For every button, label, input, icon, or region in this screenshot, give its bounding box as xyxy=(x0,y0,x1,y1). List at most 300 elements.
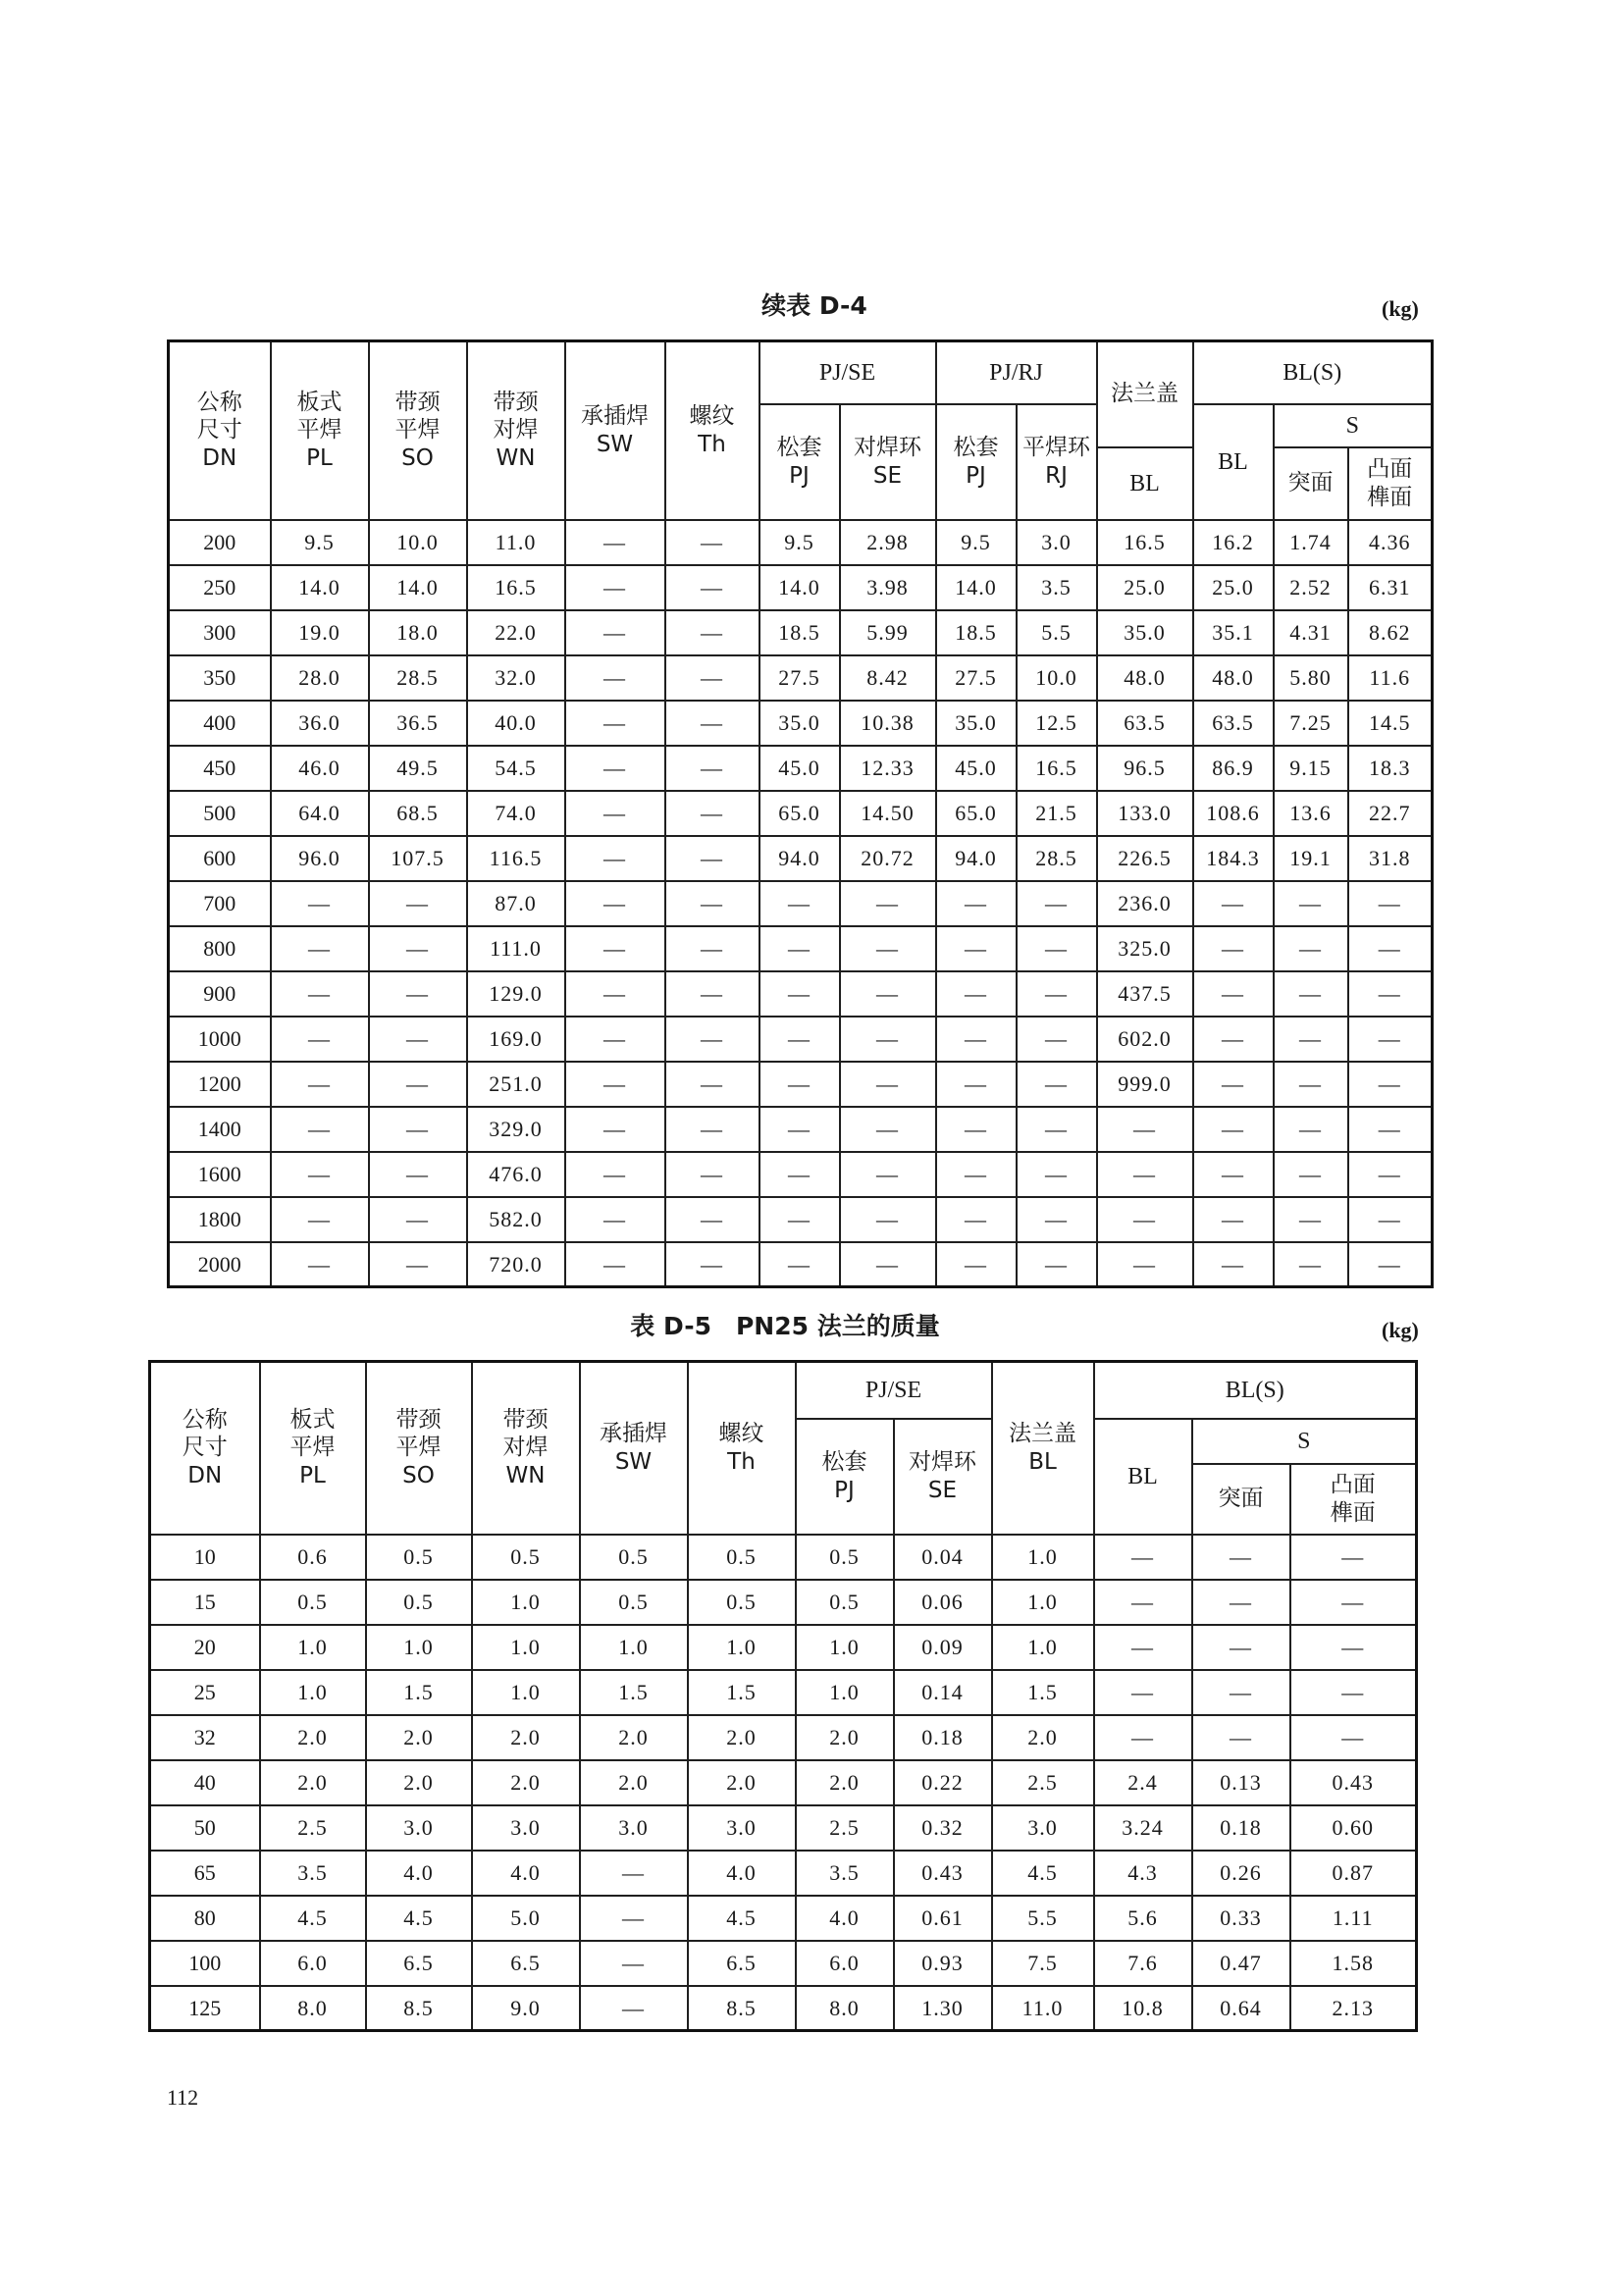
value-cell: — xyxy=(1348,1062,1433,1107)
value-cell: 2.0 xyxy=(992,1715,1094,1760)
value-cell: 2.98 xyxy=(840,520,936,565)
value-cell: 4.0 xyxy=(366,1851,472,1896)
table-row xyxy=(150,1851,1417,1896)
value-cell: 25.0 xyxy=(1097,565,1193,610)
dn-cell: 65 xyxy=(150,1851,260,1896)
value-cell: — xyxy=(1274,1107,1348,1152)
table4-body xyxy=(169,520,1433,1287)
value-cell: 8.62 xyxy=(1348,610,1433,655)
value-cell: 720.0 xyxy=(467,1242,565,1287)
value-cell: 35.1 xyxy=(1193,610,1274,655)
value-cell: 1.11 xyxy=(1290,1896,1417,1941)
value-cell: 1.74 xyxy=(1274,520,1348,565)
value-cell: 0.5 xyxy=(688,1580,796,1625)
value-cell: 2.0 xyxy=(580,1760,688,1805)
value-cell: 1.0 xyxy=(260,1625,366,1670)
value-cell: 1.0 xyxy=(992,1535,1094,1580)
table-row xyxy=(169,610,1433,655)
value-cell: 31.8 xyxy=(1348,836,1433,881)
value-cell: 0.22 xyxy=(894,1760,992,1805)
header-pl: 板式 平焊 PL xyxy=(271,341,369,520)
table-row xyxy=(169,836,1433,881)
dn-cell: 500 xyxy=(169,791,271,836)
value-cell: — xyxy=(565,1107,665,1152)
value-cell: — xyxy=(665,836,759,881)
value-cell: 8.0 xyxy=(260,1986,366,2031)
value-cell: — xyxy=(1274,881,1348,926)
value-cell: — xyxy=(1348,1242,1433,1287)
value-cell: — xyxy=(1348,1197,1433,1242)
value-cell: — xyxy=(1274,1152,1348,1197)
value-cell: 0.5 xyxy=(260,1580,366,1625)
value-cell: 10.0 xyxy=(1017,655,1097,701)
value-cell: — xyxy=(665,1197,759,1242)
table-row xyxy=(150,1715,1417,1760)
value-cell: 0.5 xyxy=(366,1535,472,1580)
value-cell: 3.0 xyxy=(472,1805,580,1851)
value-cell: — xyxy=(1193,926,1274,971)
table-row xyxy=(169,565,1433,610)
value-cell: 7.25 xyxy=(1274,701,1348,746)
value-cell: 3.5 xyxy=(260,1851,366,1896)
value-cell: 1.5 xyxy=(688,1670,796,1715)
value-cell: 0.5 xyxy=(580,1580,688,1625)
value-cell: — xyxy=(1094,1715,1192,1760)
value-cell: 14.0 xyxy=(271,565,369,610)
header-tumian: 突面 xyxy=(1274,447,1348,520)
table-row xyxy=(150,1535,1417,1580)
value-cell: 226.5 xyxy=(1097,836,1193,881)
value-cell: — xyxy=(759,881,840,926)
header-th: 螺纹 Th xyxy=(665,341,759,520)
value-cell: 46.0 xyxy=(271,746,369,791)
dn-cell: 10 xyxy=(150,1535,260,1580)
value-cell: 9.5 xyxy=(936,520,1017,565)
value-cell: — xyxy=(1193,1242,1274,1287)
value-cell: 6.5 xyxy=(366,1941,472,1986)
table-row xyxy=(150,1941,1417,1986)
value-cell: 1.58 xyxy=(1290,1941,1417,1986)
value-cell: 0.32 xyxy=(894,1805,992,1851)
value-cell: 22.7 xyxy=(1348,791,1433,836)
header-bls: BL(S) xyxy=(1094,1362,1417,1419)
header-s: S xyxy=(1192,1419,1417,1464)
value-cell: — xyxy=(1193,1107,1274,1152)
value-cell: 0.61 xyxy=(894,1896,992,1941)
value-cell: 49.5 xyxy=(369,746,467,791)
table-row xyxy=(169,1107,1433,1152)
value-cell: 96.5 xyxy=(1097,746,1193,791)
table-row xyxy=(150,1760,1417,1805)
value-cell: 1.0 xyxy=(688,1625,796,1670)
value-cell: 2.52 xyxy=(1274,565,1348,610)
value-cell: 3.0 xyxy=(366,1805,472,1851)
value-cell: — xyxy=(1290,1580,1417,1625)
value-cell: 94.0 xyxy=(936,836,1017,881)
value-cell: 116.5 xyxy=(467,836,565,881)
value-cell: 0.5 xyxy=(366,1580,472,1625)
value-cell: — xyxy=(580,1896,688,1941)
value-cell: 7.5 xyxy=(992,1941,1094,1986)
table-row xyxy=(169,1152,1433,1197)
value-cell: 4.5 xyxy=(992,1851,1094,1896)
value-cell: 602.0 xyxy=(1097,1017,1193,1062)
dn-cell: 800 xyxy=(169,926,271,971)
value-cell: 6.0 xyxy=(796,1941,894,1986)
value-cell: — xyxy=(580,1986,688,2031)
value-cell: — xyxy=(665,1152,759,1197)
value-cell: 7.6 xyxy=(1094,1941,1192,1986)
value-cell: 5.99 xyxy=(840,610,936,655)
value-cell: — xyxy=(665,1242,759,1287)
value-cell: 1.0 xyxy=(992,1625,1094,1670)
table5-caption: 表 D-5 PN25 法兰的质量 xyxy=(630,1312,940,1340)
value-cell: 4.5 xyxy=(366,1896,472,1941)
dn-cell: 600 xyxy=(169,836,271,881)
value-cell: — xyxy=(936,1242,1017,1287)
value-cell: — xyxy=(565,1242,665,1287)
value-cell: 2.0 xyxy=(472,1760,580,1805)
value-cell: 48.0 xyxy=(1097,655,1193,701)
value-cell: 0.5 xyxy=(796,1535,894,1580)
value-cell: 6.0 xyxy=(260,1941,366,1986)
value-cell: — xyxy=(840,1242,936,1287)
value-cell: 14.50 xyxy=(840,791,936,836)
value-cell: 1.0 xyxy=(796,1625,894,1670)
value-cell: 2.4 xyxy=(1094,1760,1192,1805)
header-aomian: 凸面 榫面 xyxy=(1348,447,1433,520)
value-cell: 5.80 xyxy=(1274,655,1348,701)
value-cell: — xyxy=(369,1017,467,1062)
value-cell: — xyxy=(271,1197,369,1242)
value-cell: 18.5 xyxy=(936,610,1017,655)
header-th: 螺纹 Th xyxy=(688,1362,796,1535)
value-cell: 1.0 xyxy=(472,1625,580,1670)
value-cell: — xyxy=(1094,1535,1192,1580)
value-cell: — xyxy=(369,1062,467,1107)
value-cell: — xyxy=(1274,1197,1348,1242)
value-cell: 169.0 xyxy=(467,1017,565,1062)
value-cell: 0.33 xyxy=(1192,1896,1290,1941)
dn-cell: 50 xyxy=(150,1805,260,1851)
value-cell: 11.6 xyxy=(1348,655,1433,701)
value-cell: 5.6 xyxy=(1094,1896,1192,1941)
value-cell: 36.0 xyxy=(271,701,369,746)
value-cell: 96.0 xyxy=(271,836,369,881)
header-tumian: 突面 xyxy=(1192,1464,1290,1535)
value-cell: 582.0 xyxy=(467,1197,565,1242)
value-cell: — xyxy=(1193,881,1274,926)
value-cell: — xyxy=(840,1107,936,1152)
value-cell: — xyxy=(271,1062,369,1107)
value-cell: — xyxy=(1348,971,1433,1017)
value-cell: 3.5 xyxy=(1017,565,1097,610)
header-se: 对焊环 SE xyxy=(894,1419,992,1535)
value-cell: 16.5 xyxy=(1017,746,1097,791)
value-cell: 0.43 xyxy=(894,1851,992,1896)
table5-body xyxy=(150,1535,1417,2031)
value-cell: 65.0 xyxy=(759,791,840,836)
value-cell: 184.3 xyxy=(1193,836,1274,881)
value-cell: 108.6 xyxy=(1193,791,1274,836)
header-pj: 松套 PJ xyxy=(796,1419,894,1535)
value-cell: 0.47 xyxy=(1192,1941,1290,1986)
value-cell: 4.31 xyxy=(1274,610,1348,655)
value-cell: — xyxy=(1094,1625,1192,1670)
value-cell: — xyxy=(759,1197,840,1242)
value-cell: 0.26 xyxy=(1192,1851,1290,1896)
value-cell: — xyxy=(1192,1715,1290,1760)
value-cell: 87.0 xyxy=(467,881,565,926)
value-cell: 325.0 xyxy=(1097,926,1193,971)
header-bl: BL xyxy=(1094,1419,1192,1535)
value-cell: — xyxy=(759,1062,840,1107)
value-cell: — xyxy=(1290,1535,1417,1580)
value-cell: 0.18 xyxy=(894,1715,992,1760)
value-cell: 21.5 xyxy=(1017,791,1097,836)
dn-cell: 100 xyxy=(150,1941,260,1986)
value-cell: — xyxy=(1097,1152,1193,1197)
value-cell: 28.5 xyxy=(1017,836,1097,881)
value-cell: — xyxy=(665,655,759,701)
value-cell: 4.0 xyxy=(688,1851,796,1896)
value-cell: — xyxy=(580,1941,688,1986)
value-cell: — xyxy=(1348,881,1433,926)
value-cell: 18.5 xyxy=(759,610,840,655)
value-cell: 9.5 xyxy=(759,520,840,565)
value-cell: — xyxy=(1097,1197,1193,1242)
value-cell: 2.0 xyxy=(580,1715,688,1760)
value-cell: 27.5 xyxy=(936,655,1017,701)
value-cell: — xyxy=(1017,1242,1097,1287)
value-cell: 2.0 xyxy=(688,1760,796,1805)
dn-cell: 300 xyxy=(169,610,271,655)
header-aomian: 凸面 榫面 xyxy=(1290,1464,1417,1535)
value-cell: — xyxy=(580,1851,688,1896)
table-row xyxy=(169,1242,1433,1287)
header-sw: 承插焊 SW xyxy=(580,1362,688,1535)
value-cell: 1.0 xyxy=(796,1670,894,1715)
value-cell: 63.5 xyxy=(1097,701,1193,746)
dn-cell: 2000 xyxy=(169,1242,271,1287)
table4-unit: (kg) xyxy=(1382,296,1419,321)
table-row xyxy=(169,926,1433,971)
value-cell: — xyxy=(665,881,759,926)
value-cell: — xyxy=(565,520,665,565)
value-cell: 0.93 xyxy=(894,1941,992,1986)
table-row xyxy=(169,1062,1433,1107)
value-cell: — xyxy=(565,791,665,836)
value-cell: 4.5 xyxy=(260,1896,366,1941)
value-cell: 10.38 xyxy=(840,701,936,746)
value-cell: 35.0 xyxy=(1097,610,1193,655)
dn-cell: 1600 xyxy=(169,1152,271,1197)
value-cell: — xyxy=(271,881,369,926)
value-cell: 74.0 xyxy=(467,791,565,836)
value-cell: 18.0 xyxy=(369,610,467,655)
value-cell: 1.0 xyxy=(472,1670,580,1715)
value-cell: 0.43 xyxy=(1290,1760,1417,1805)
value-cell: — xyxy=(369,1242,467,1287)
header-pl: 板式 平焊 PL xyxy=(260,1362,366,1535)
dn-cell: 1200 xyxy=(169,1062,271,1107)
value-cell: 9.0 xyxy=(472,1986,580,2031)
page-number: 112 xyxy=(167,2085,199,2110)
dn-cell: 15 xyxy=(150,1580,260,1625)
table5-unit: (kg) xyxy=(1382,1318,1419,1342)
value-cell: 2.5 xyxy=(992,1760,1094,1805)
value-cell: 3.24 xyxy=(1094,1805,1192,1851)
value-cell: — xyxy=(840,1017,936,1062)
value-cell: 1.5 xyxy=(992,1670,1094,1715)
value-cell: — xyxy=(936,1197,1017,1242)
value-cell: 0.87 xyxy=(1290,1851,1417,1896)
value-cell: 8.0 xyxy=(796,1986,894,2031)
value-cell: — xyxy=(1348,926,1433,971)
value-cell: 18.3 xyxy=(1348,746,1433,791)
value-cell: — xyxy=(565,1152,665,1197)
value-cell: 1.30 xyxy=(894,1986,992,2031)
value-cell: — xyxy=(1348,1107,1433,1152)
value-cell: — xyxy=(369,1107,467,1152)
value-cell: 64.0 xyxy=(271,791,369,836)
value-cell: — xyxy=(565,701,665,746)
dn-cell: 125 xyxy=(150,1986,260,2031)
value-cell: 4.0 xyxy=(472,1851,580,1896)
value-cell: — xyxy=(1192,1670,1290,1715)
value-cell: 8.5 xyxy=(688,1986,796,2031)
value-cell: — xyxy=(1017,881,1097,926)
value-cell: 9.15 xyxy=(1274,746,1348,791)
header-se: 对焊环 SE xyxy=(840,404,936,520)
value-cell: — xyxy=(1017,926,1097,971)
value-cell: — xyxy=(759,1107,840,1152)
value-cell: 12.33 xyxy=(840,746,936,791)
value-cell: 28.0 xyxy=(271,655,369,701)
table-row xyxy=(169,881,1433,926)
value-cell: 11.0 xyxy=(992,1986,1094,2031)
value-cell: 48.0 xyxy=(1193,655,1274,701)
value-cell: 20.72 xyxy=(840,836,936,881)
value-cell: 1.0 xyxy=(580,1625,688,1670)
value-cell: 107.5 xyxy=(369,836,467,881)
header-wn: 带颈 对焊 WN xyxy=(472,1362,580,1535)
value-cell: 35.0 xyxy=(936,701,1017,746)
table-row xyxy=(169,746,1433,791)
value-cell: 25.0 xyxy=(1193,565,1274,610)
value-cell: — xyxy=(840,881,936,926)
value-cell: — xyxy=(1193,1197,1274,1242)
value-cell: 4.36 xyxy=(1348,520,1433,565)
value-cell: — xyxy=(665,746,759,791)
value-cell: 2.0 xyxy=(688,1715,796,1760)
value-cell: 1.0 xyxy=(472,1580,580,1625)
value-cell: 0.14 xyxy=(894,1670,992,1715)
value-cell: — xyxy=(1274,1242,1348,1287)
value-cell: 1.0 xyxy=(366,1625,472,1670)
header-pj2: 松套 PJ xyxy=(936,404,1017,520)
value-cell: 68.5 xyxy=(369,791,467,836)
value-cell: — xyxy=(1290,1670,1417,1715)
value-cell: — xyxy=(665,610,759,655)
value-cell: — xyxy=(565,971,665,1017)
value-cell: 6.5 xyxy=(472,1941,580,1986)
value-cell: — xyxy=(840,1197,936,1242)
table-row xyxy=(150,1580,1417,1625)
dn-cell: 25 xyxy=(150,1670,260,1715)
value-cell: 2.0 xyxy=(260,1760,366,1805)
table-row xyxy=(150,1805,1417,1851)
table-row xyxy=(150,1986,1417,2031)
header-dn: 公称 尺寸 DN xyxy=(169,341,271,520)
value-cell: 16.5 xyxy=(467,565,565,610)
value-cell: 94.0 xyxy=(759,836,840,881)
value-cell: — xyxy=(1193,1062,1274,1107)
value-cell: 4.5 xyxy=(688,1896,796,1941)
value-cell: — xyxy=(1094,1670,1192,1715)
value-cell: 11.0 xyxy=(467,520,565,565)
header-so: 带颈 平焊 SO xyxy=(366,1362,472,1535)
value-cell: — xyxy=(1017,1152,1097,1197)
value-cell: 999.0 xyxy=(1097,1062,1193,1107)
value-cell: 0.60 xyxy=(1290,1805,1417,1851)
value-cell: — xyxy=(665,565,759,610)
value-cell: 476.0 xyxy=(467,1152,565,1197)
value-cell: 5.5 xyxy=(1017,610,1097,655)
value-cell: — xyxy=(1274,1017,1348,1062)
header-flange-cover: 法兰盖 xyxy=(1097,341,1193,447)
value-cell: 2.13 xyxy=(1290,1986,1417,2031)
value-cell: — xyxy=(565,610,665,655)
value-cell: — xyxy=(565,565,665,610)
dn-cell: 1800 xyxy=(169,1197,271,1242)
table-row xyxy=(169,971,1433,1017)
value-cell: — xyxy=(840,926,936,971)
value-cell: 1.5 xyxy=(366,1670,472,1715)
value-cell: — xyxy=(936,1107,1017,1152)
value-cell: 133.0 xyxy=(1097,791,1193,836)
value-cell: — xyxy=(1097,1242,1193,1287)
header-dn: 公称 尺寸 DN xyxy=(150,1362,260,1535)
value-cell: 54.5 xyxy=(467,746,565,791)
value-cell: 2.5 xyxy=(260,1805,366,1851)
value-cell: — xyxy=(665,926,759,971)
dn-cell: 80 xyxy=(150,1896,260,1941)
value-cell: 4.0 xyxy=(796,1896,894,1941)
value-cell: — xyxy=(1017,1017,1097,1062)
header-rj: 平焊环 RJ xyxy=(1017,404,1097,520)
value-cell: 63.5 xyxy=(1193,701,1274,746)
header-pjse: PJ/SE xyxy=(796,1362,992,1419)
value-cell: — xyxy=(565,881,665,926)
value-cell: — xyxy=(1192,1535,1290,1580)
value-cell: 2.0 xyxy=(366,1715,472,1760)
value-cell: 0.5 xyxy=(580,1535,688,1580)
value-cell: 0.5 xyxy=(688,1535,796,1580)
value-cell: 6.31 xyxy=(1348,565,1433,610)
value-cell: 0.18 xyxy=(1192,1805,1290,1851)
value-cell: 19.0 xyxy=(271,610,369,655)
value-cell: — xyxy=(665,1017,759,1062)
table4-caption: 续表 D-4 xyxy=(761,291,867,320)
value-cell: — xyxy=(565,1197,665,1242)
value-cell: 2.0 xyxy=(366,1760,472,1805)
header-wn: 带颈 对焊 WN xyxy=(467,341,565,520)
value-cell: 2.0 xyxy=(796,1715,894,1760)
value-cell: 40.0 xyxy=(467,701,565,746)
value-cell: 3.0 xyxy=(688,1805,796,1851)
value-cell: — xyxy=(1192,1625,1290,1670)
